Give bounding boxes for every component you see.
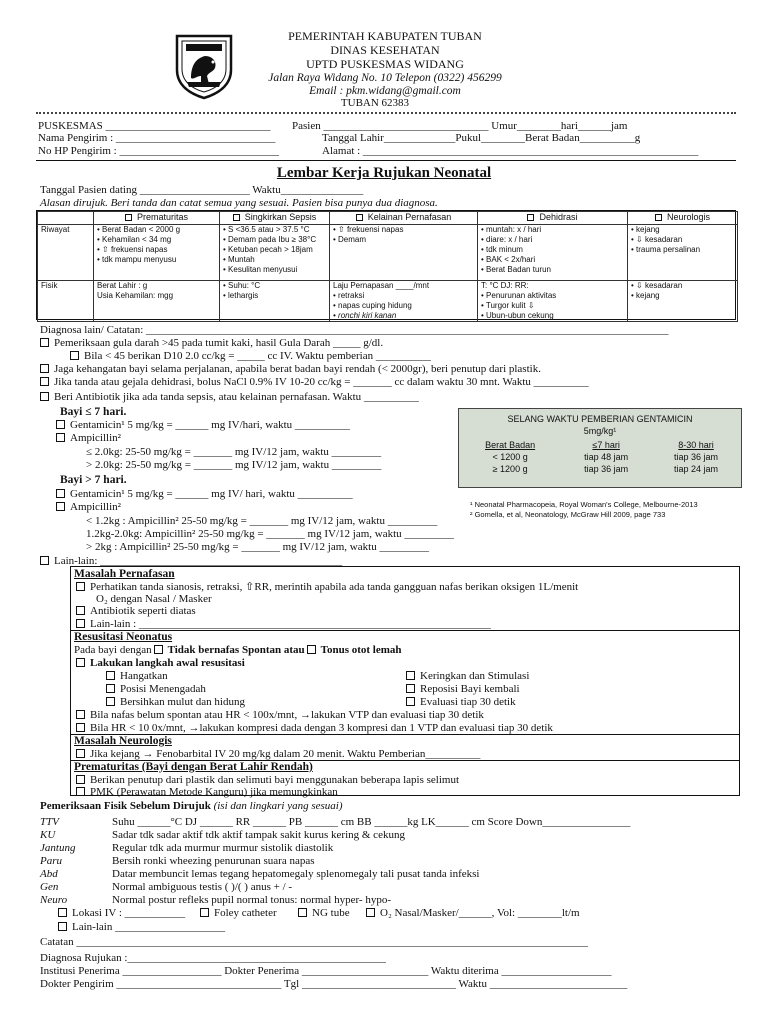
riwayat-pernafasan[interactable]: • ⇧ frekuensi napas • Demam [330,225,478,281]
checkbox[interactable] [40,377,49,386]
ku-options[interactable]: Sadar tdk sadar aktif tdk aktif tampak sakit kurus kering & cekung [112,829,405,841]
checkbox[interactable] [56,433,65,442]
gentamicin-box-sub: 5mg/kg¹ [583,426,617,437]
gentamicin-cell: < 1200 g [492,452,528,463]
header-neurologis[interactable]: Neurologis [628,212,738,225]
check-antibiotik[interactable]: Beri Antibiotik jika ada tanda sepsis, atau kelainan pernafasan. Waktu __________ [40,391,419,404]
label-ttv: TTV [40,816,59,828]
header-divider [36,112,736,114]
le7-ampicillin-dose-1[interactable]: ≤ 2.0kg: 25-50 mg/kg = _______ mg IV/12 jam, waktu _________ [86,446,382,458]
o2-nasal-field[interactable]: O₂ Nasal/Masker/______, Vol: ________lt/m [366,907,580,920]
riwayat-prematuritas[interactable]: • Berat Badan < 2000 g • Kehamilan < 34 mg • ⇧ frekuensi napas • tdk mampu menyusu [94,225,220,281]
gentamicin-box-title: SELANG WAKTU PEMBERIAN GENTAMICIN [507,414,693,424]
resusitasi-line: Pada bayi dengan Tidak bernafas Spontan atau Tonus otot lemah [74,644,402,656]
header-pernafasan[interactable]: Kelainan Pernafasan [330,212,478,225]
check-lain-lain[interactable]: Lain-lain: ____________________________________________ [40,555,342,568]
resusitasi-step-posisi[interactable]: Posisi Menengadah [106,683,206,696]
checkbox[interactable] [106,671,115,680]
prematuritas-item-1[interactable]: Berikan penutup dari plastik dan selimuti bayi menggunakan beberapa lapis selimut [76,774,459,787]
label-ku: KU [40,829,56,841]
checkbox[interactable] [406,697,415,706]
checkbox[interactable] [76,775,85,784]
gt7-ampicillin-dose-1[interactable]: < 1.2kg : Ampicillin² 25-50 mg/kg = _______ mg IV/12 jam, waktu _________ [86,515,438,527]
row-label-fisik: Fisik [38,281,94,322]
gt7-gentamicin[interactable]: Gentamicin¹ 5 mg/kg = ______ mg IV/ hari, waktu __________ [56,488,353,501]
fisik-dehidrasi[interactable]: T: °C DJ: RR: • Penurunan aktivitas • Turgor kulit ⇩ • Ubun-ubun cekung [478,281,628,322]
neurologis-title: Masalah Neurologis [74,735,172,747]
label-paru: Paru [40,855,62,867]
form-divider [36,160,736,161]
checkbox[interactable] [76,658,85,667]
resusitasi-kompresi[interactable]: Bila HR < 10 0x/mnt, →lakukan kompresi dada dengan 3 kompresi dan 1 VTP dan evaluasi tiap 30 detik [76,722,553,735]
abd-options[interactable]: Datar membuncit lemas tegang hepatomegaly splenomegaly tali pusat tanda infeksi [112,868,480,880]
gentamicin-col-8-30: 8-30 hari [678,439,714,450]
check-jaga-kehangatan[interactable]: Jaga kehangatan bayi selama perjalanan, apabila berat badan bayi rendah (< 2000gr), beri penutup dari plastik. [40,363,541,376]
bayi-le7-title: Bayi ≤ 7 hari. [60,406,127,418]
reference-1: ¹ Neonatal Pharmacopeia, Royal Woman's College, Melbourne-2013 [470,500,698,509]
neuro-options[interactable]: Normal postur refleks pupil normal tonus: normal hyper- hypo- [112,894,392,906]
bayi-gt7-title: Bayi > 7 hari. [60,474,127,486]
paru-options[interactable]: Bersih ronki wheezing penurunan suara napas [112,855,315,867]
checkbox[interactable] [40,338,49,347]
row-label-riwayat: Riwayat [38,225,94,281]
checkbox[interactable] [298,908,307,917]
label-abd: Abd [40,868,58,880]
check-d10[interactable]: Bila < 45 berikan D10 2.0 cc/kg = _____ cc IV. Waktu pemberian __________ [70,350,431,363]
check-dehidrasi-bolus[interactable]: Jika tanda atau gejala dehidrasi, bolus NaCl 0.9% IV 10-20 cc/kg = _______ cc dalam waktu 30 mnt. Waktu __________ [40,376,589,389]
gentamicin-col-bb: Berat Badan [485,439,536,450]
checkbox[interactable] [154,645,163,654]
catatan-field[interactable]: Catatan _____________________________________________________________________________________________ [40,936,588,948]
resusitasi-step-bersihkan[interactable]: Bersihkan mulut dan hidung [106,696,245,709]
reference-2: ² Gomella, et al, Neonatology, McGraw Hill 2009, page 733 [470,510,666,519]
tanggal-lahir-field[interactable]: Tanggal Lahir_____________Pukul________Berat Badan__________g [322,132,641,144]
pemeriksaan-lain-lain[interactable]: Lain-lain ____________________ [58,921,225,934]
ng-tube-check[interactable]: NG tube [298,907,350,920]
fisik-pernafasan[interactable]: Laju Pernapasan ____/mnt • retraksi • napas cuping hidung • ronchi kiri kanan [330,281,478,322]
checkbox[interactable] [76,619,85,628]
tuban-logo-seal [173,32,235,100]
gt7-ampicillin-dose-2[interactable]: 1.2kg-2.0kg: Ampicillin² 25-50 mg/kg = _______ mg IV/12 jam, waktu _________ [86,528,454,540]
neurologis-item-1[interactable]: Jika kejang → Fenobarbital IV 20 mg/kg dalam 20 menit. Waktu Pemberian__________ [76,748,480,761]
header-line-1: PEMERINTAH KABUPATEN TUBAN [288,29,482,43]
dokter-pengirim-field[interactable]: Dokter Pengirim ______________________________ Tgl ____________________________ Waktu _________________________ [40,978,628,990]
riwayat-dehidrasi[interactable]: • muntah: x / hari • diare: x / hari • tdk minum • BAK < 2x/hari • Berat Badan turun [478,225,628,281]
table-corner [38,212,94,225]
no-hp-field[interactable]: No HP Pengirim : _____________________________ [38,145,279,157]
diagnosa-rujukan-field[interactable]: Diagnosa Rujukan :_______________________________________________ [40,952,386,964]
gentamicin-cell: tiap 36 jam [674,452,719,463]
checkbox[interactable] [40,392,49,401]
gentamicin-cell: tiap 36 jam [584,464,629,475]
checkbox[interactable] [76,606,85,615]
resusitasi-step-keringkan[interactable]: Keringkan dan Stimulasi [406,670,529,683]
checkbox[interactable] [70,351,79,360]
checkbox[interactable] [406,684,415,693]
header-prematuritas[interactable]: Prematuritas [94,212,220,225]
checkbox[interactable] [56,420,65,429]
label-jantung: Jantung [40,842,76,854]
checkbox[interactable] [76,723,85,732]
puskesmas-field[interactable]: PUSKESMAS ______________________________ [38,120,271,132]
diagnosa-lain-field[interactable]: Diagnosa lain/ Catatan: _______________________________________________________________________________________________ [40,324,669,336]
masalah-pernafasan-title: Masalah Pernafasan [74,568,175,580]
resusitasi-vtp[interactable]: Bila nafas belum spontan atau HR < 100x/mnt, →lakukan VTP dan evaluasi tiap 30 detik [76,709,484,722]
check-gula-darah[interactable]: Pemeriksaan gula darah >45 pada tumit kaki, hasil Gula Darah _____ g/dl. [40,337,383,350]
nama-pengirim-field[interactable]: Nama Pengirim : _____________________________ [38,132,276,144]
gentamicin-cell: tiap 48 jam [584,452,629,463]
checkbox[interactable] [56,502,65,511]
gt7-ampicillin-dose-3[interactable]: > 2kg : Ampicillin² 25-50 mg/kg = _______ mg IV/12 jam, waktu _________ [86,541,429,553]
resusitasi-title: Resusitasi Neonatus [74,631,173,643]
gentamicin-interval-box [458,408,742,488]
checkbox[interactable] [40,364,49,373]
pernafasan-item-2[interactable]: Antibiotik seperti diatas [76,605,196,618]
fisik-sepsis[interactable]: • Suhu: °C • lethargis [220,281,330,322]
checkbox[interactable] [58,922,67,931]
checkbox[interactable] [200,908,209,917]
header-zip: TUBAN 62383 [340,97,410,109]
riwayat-sepsis[interactable]: • S <36.5 atau > 37.5 °C • Demam pada Ibu ≥ 38°C • Ketuban pecah > 18jam • Muntah • Kesulitan menyusui [220,225,330,281]
diagnosis-table [36,210,736,320]
gen-options[interactable]: Normal ambiguous testis ( )/( ) anus + / - [112,881,293,893]
prematuritas-title: Prematuritas (Bayi dengan Berat Lahir Rendah) [74,761,313,773]
resusitasi-step-hangatkan[interactable]: Hangatkan [106,670,168,683]
header-address: Jalan Raya Widang No. 10 Telepon (0322) 456299 [268,72,502,84]
gentamicin-cell: ≥ 1200 g [492,464,528,475]
checkbox[interactable] [76,582,85,591]
alasan-instruction: Alasan dirujuk. Beri tanda dan catat semua yang sesuai. Pasien bisa punya dua diagnosa. [40,197,438,209]
checkbox[interactable] [76,787,85,796]
pernafasan-item-1b: O₂ dengan Nasal / Masker [96,593,212,605]
checkbox[interactable] [106,684,115,693]
checkbox[interactable] [106,697,115,706]
pemeriksaan-note: (isi dan lingkari yang sesuai) [213,800,343,812]
pernafasan-item-3[interactable]: Lain-lain : ________________________________________________________________ [76,618,491,631]
alamat-field[interactable]: Alamat : _____________________________________________________________ [322,145,699,157]
institusi-penerima-field[interactable]: Institusi Penerima __________________ Dokter Penerima _______________________ Waktu diterima ____________________ [40,965,612,977]
page-title: Lembar Kerja Rujukan Neonatal [276,165,492,181]
header-sepsis[interactable]: Singkirkan Sepsis [220,212,330,225]
prematuritas-item-2[interactable]: PMK (Perawatan Metode Kanguru) jika memungkinkan [76,786,338,799]
checkbox[interactable] [307,645,316,654]
foley-catheter-check[interactable]: Foley catheter [200,907,277,920]
header-email: Email : pkm.widang@gmail.com [309,85,461,97]
gentamicin-cell: tiap 24 jam [674,464,719,475]
resusitasi-step-evaluasi[interactable]: Evaluasi tiap 30 detik [406,696,516,709]
checkbox[interactable] [406,671,415,680]
header-dehidrasi[interactable]: Dehidrasi [478,212,628,225]
checkbox[interactable] [76,710,85,719]
le7-ampicillin-dose-2[interactable]: > 2.0kg: 25-50 mg/kg = _______ mg IV/12 jam, waktu _________ [86,459,382,471]
label-neuro: Neuro [40,894,68,906]
pemeriksaan-title-line [40,800,343,813]
lokasi-iv-field[interactable]: Lokasi IV : ___________ [58,907,185,920]
label-gen: Gen [40,881,59,893]
le7-gentamicin[interactable]: Gentamicin¹ 5 mg/kg = ______ mg IV/hari, waktu __________ [56,419,350,432]
le7-ampicillin[interactable]: Ampicillin² [56,432,121,445]
gt7-ampicillin[interactable]: Ampicillin² [56,501,121,514]
pernafasan-item-1[interactable]: Perhatikan tanda sianosis, retraksi, ⇧RR, merintih apabila ada tanda gangguan nafas berikan oksigen 1L/menit [76,581,578,594]
fisik-neurologis[interactable]: • ⇩ kesadaran • kejang [628,281,738,322]
riwayat-neurologis[interactable]: • kejang • ⇩ kesadaran • trauma persalinan [628,225,738,281]
checkbox[interactable] [366,908,375,917]
ttv-fields[interactable]: Suhu ______°C DJ ______ RR ______ PB ______ cm BB ______kg LK______ cm Score Down________________ [112,816,631,828]
header-line-3: UPTD PUSKESMAS WIDANG [306,57,464,71]
pasien-field[interactable]: Pasien ______________________________ Umur________hari______jam [292,120,628,132]
gentamicin-col-le7: ≤7 hari [592,439,620,450]
fisik-prematuritas[interactable]: Berat Lahir : g Usia Kehamilan: mgg [94,281,220,322]
resusitasi-step-reposisi[interactable]: Reposisi Bayi kembali [406,683,520,696]
checkbox[interactable] [40,556,49,565]
pemeriksaan-title: Pemeriksaan Fisik Sebelum Dirujuk [40,800,211,812]
header-line-2: DINAS KESEHATAN [330,43,440,57]
checkbox[interactable] [58,908,67,917]
checkbox[interactable] [76,749,85,758]
checkbox[interactable] [56,489,65,498]
tanggal-datang-field[interactable]: Tanggal Pasien dating ____________________ Waktu_______________ [40,184,364,196]
jantung-options[interactable]: Regular tdk ada murmur murmur sistolik diastolik [112,842,334,854]
resusitasi-lakukan[interactable]: Lakukan langkah awal resusitasi [76,657,245,670]
